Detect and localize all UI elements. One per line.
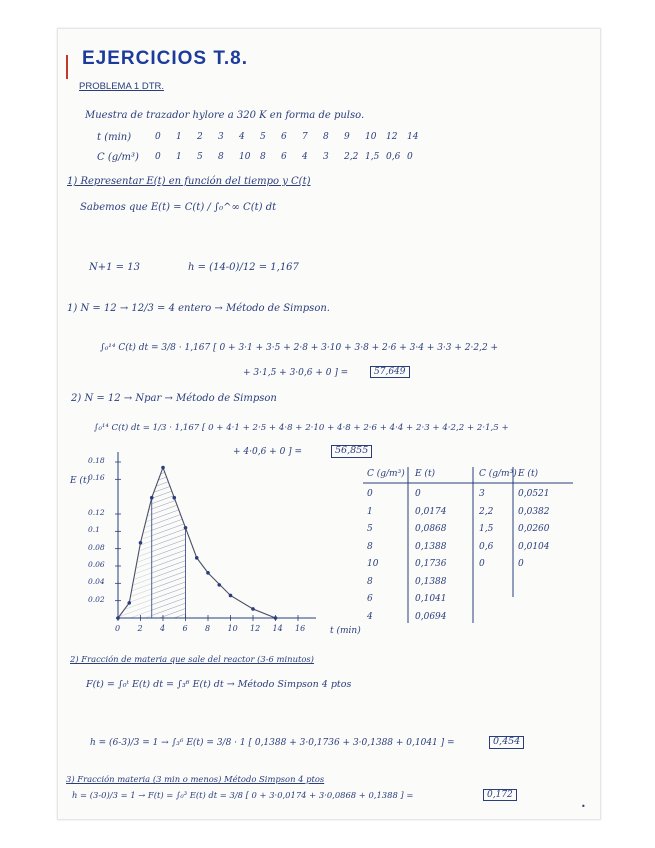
part3-heading: 3) Fracción materia (3 min o menos) Método Simpson 4 ptos bbox=[66, 774, 325, 784]
data-point bbox=[229, 594, 233, 598]
shaded-area-3-6 bbox=[152, 468, 186, 618]
page-title: EJERCICIOS T.8. bbox=[82, 48, 248, 69]
table-cell: 8 bbox=[367, 576, 373, 587]
page-mark: • bbox=[581, 802, 586, 811]
data-point bbox=[127, 601, 131, 605]
simpson38-line2: + 3·1,5 + 3·0,6 + 0 ] = bbox=[243, 368, 349, 378]
c-value: 8 bbox=[260, 152, 266, 162]
table-lines bbox=[363, 467, 583, 627]
y-tick-label: 0.1 bbox=[88, 525, 100, 535]
t-value: 5 bbox=[260, 132, 266, 142]
c-value: 0 bbox=[407, 152, 413, 162]
c-value: 0,6 bbox=[386, 152, 401, 162]
y-tick-label: 0.06 bbox=[88, 560, 105, 569]
table-cell: 0,0868 bbox=[415, 524, 447, 534]
step1-text: 1) N = 12 → 12/3 = 4 entero → Método de Simpson. bbox=[67, 303, 330, 314]
n-line: N+1 = 13 bbox=[89, 262, 140, 273]
x-tick-label: 0 bbox=[115, 624, 121, 633]
table-header: C (g/m³) bbox=[367, 469, 405, 479]
data-point bbox=[139, 541, 143, 545]
t-value: 10 bbox=[365, 132, 377, 142]
part2-result: 0,454 bbox=[489, 736, 524, 749]
c-value: 6 bbox=[281, 152, 287, 162]
table-cell: 4 bbox=[367, 611, 373, 622]
t-value: 14 bbox=[407, 132, 419, 142]
x-tick-label: 8 bbox=[205, 624, 211, 633]
table-cell: 0 bbox=[415, 489, 421, 499]
y-tick-label: 0.18 bbox=[88, 456, 105, 465]
table-cell: 0,1388 bbox=[415, 576, 447, 587]
x-axis-label: t (min) bbox=[330, 626, 361, 636]
data-point bbox=[206, 571, 210, 575]
table-cell: 10 bbox=[367, 559, 379, 569]
t-value: 4 bbox=[239, 132, 245, 142]
y-tick-label: 0.12 bbox=[88, 508, 105, 517]
table-cell: 0,0174 bbox=[415, 506, 447, 517]
x-tick-label: 6 bbox=[182, 624, 188, 633]
c-value: 10 bbox=[239, 152, 251, 162]
table-cell: 1 bbox=[367, 506, 373, 517]
y-tick-label: 0.08 bbox=[88, 542, 105, 552]
x-tick-label: 14 bbox=[272, 624, 283, 633]
table-cell: 3 bbox=[479, 489, 485, 499]
step2-text: 2) N = 12 → Npar → Método de Simpson bbox=[71, 393, 277, 404]
c-value: 1 bbox=[176, 152, 182, 162]
c-value: 0 bbox=[155, 152, 161, 162]
intro-text: Muestra de trazador hylore a 320 K en forma de pulso. bbox=[85, 110, 365, 121]
c-value: 4 bbox=[302, 152, 308, 162]
t-value: 3 bbox=[218, 132, 224, 142]
y-tick-label: 0.02 bbox=[88, 594, 105, 604]
part2-formula: F(t) = ∫₀ᵗ E(t) dt = ∫₃⁶ E(t) dt → Método Simpson 4 ptos bbox=[86, 679, 352, 690]
c-value: 1,5 bbox=[365, 152, 380, 162]
x-tick-label: 10 bbox=[227, 624, 238, 633]
c-value: 5 bbox=[197, 152, 203, 162]
table-cell: 0 bbox=[367, 489, 373, 499]
table-cell: 0,0521 bbox=[518, 489, 550, 499]
y-tick-label: 0.04 bbox=[88, 577, 105, 587]
simpson13-line1: ∫₀¹⁴ C(t) dt = 1/3 · 1,167 [ 0 + 4·1 + 2·5 + 4·8 + 2·10 + 4·8 + 2·6 + 4·4 + 2·3 + 4·2,2 + 2·1,5 + bbox=[94, 423, 509, 433]
t-value: 2 bbox=[197, 132, 203, 142]
table-cell: 8 bbox=[367, 541, 373, 552]
x-tick-label: 16 bbox=[295, 624, 306, 633]
table-cell: 0,6 bbox=[479, 541, 494, 552]
c-value: 8 bbox=[218, 152, 224, 162]
data-point bbox=[217, 583, 221, 587]
data-point bbox=[161, 466, 165, 470]
table-cell: 0,1041 bbox=[415, 594, 447, 604]
table-header: E (t) bbox=[518, 469, 539, 479]
x-tick-label: 12 bbox=[250, 624, 261, 633]
table-cell: 2,2 bbox=[479, 506, 494, 517]
table-cell: 1,5 bbox=[479, 524, 494, 534]
table-header: E (t) bbox=[415, 469, 436, 479]
t-value: 12 bbox=[386, 132, 398, 142]
part2-calc: h = (6-3)/3 = 1 → ∫₃⁶ E(t) = 3/8 · 1 [ 0,1388 + 3·0,1736 + 3·0,1388 + 0,1041 ] = bbox=[90, 738, 455, 748]
c-value: 3 bbox=[323, 152, 329, 162]
data-point bbox=[195, 556, 199, 560]
t-value: 1 bbox=[176, 132, 182, 142]
table-header: C (g/m³) bbox=[479, 469, 517, 479]
table-cell: 0,0260 bbox=[518, 524, 550, 534]
problem-heading: PROBLEMA 1 DTR. bbox=[79, 81, 164, 92]
part3-result: 0,172 bbox=[483, 789, 517, 801]
table-cell: 0,0382 bbox=[518, 506, 550, 517]
data-point bbox=[150, 496, 154, 500]
part1-heading: 1) Representar E(t) en función del tiempo y C(t) bbox=[67, 176, 311, 187]
y-tick-label: 0.16 bbox=[88, 473, 105, 483]
data-point bbox=[172, 496, 176, 500]
table-cell: 6 bbox=[367, 594, 373, 604]
t-value: 7 bbox=[302, 132, 308, 142]
t-value: 6 bbox=[281, 132, 287, 142]
data-point bbox=[184, 526, 188, 530]
part2-heading: 2) Fracción de materia que sale del reactor (3-6 minutos) bbox=[70, 654, 314, 664]
simpson13-result: 56,855 bbox=[331, 445, 372, 458]
t-value: 8 bbox=[323, 132, 329, 142]
table-cell: 0,0694 bbox=[415, 611, 447, 622]
etdefinition: Sabemos que E(t) = C(t) / ∫₀^∞ C(t) dt bbox=[80, 202, 277, 213]
x-tick-label: 2 bbox=[137, 624, 143, 633]
table-cell: 5 bbox=[367, 524, 373, 534]
t-value: 0 bbox=[155, 132, 161, 142]
t-row-label: t (min) bbox=[97, 132, 132, 143]
table-cell: 0,1388 bbox=[415, 541, 447, 552]
c-row-label: C (g/m³) bbox=[97, 152, 139, 163]
table-cell: 0 bbox=[518, 559, 524, 569]
y-axis-label: E (t) bbox=[70, 476, 91, 486]
simpson38-line1: ∫₀¹⁴ C(t) dt = 3/8 · 1,167 [ 0 + 3·1 + 3·5 + 2·8 + 3·10 + 3·8 + 2·6 + 3·4 + 3·3 + 2·2,2 + bbox=[100, 343, 499, 353]
x-tick-label: 4 bbox=[160, 624, 166, 633]
simpson38-result: 57,649 bbox=[370, 366, 410, 378]
table-cell: 0,0104 bbox=[518, 541, 550, 552]
part3-calc: h = (3-0)/3 = 1 → F(t) = ∫₀³ E(t) dt = 3/8 [ 0 + 3·0,0174 + 3·0,0868 + 0,1388 ] = bbox=[72, 790, 414, 800]
simpson13-line2: + 4·0,6 + 0 ] = bbox=[233, 447, 303, 457]
table-cell: 0 bbox=[479, 559, 485, 569]
data-point bbox=[251, 607, 255, 611]
h-line: h = (14-0)/12 = 1,167 bbox=[188, 262, 299, 273]
c-value: 2,2 bbox=[344, 152, 359, 162]
t-value: 9 bbox=[344, 132, 350, 142]
table-cell: 0,1736 bbox=[415, 559, 447, 569]
